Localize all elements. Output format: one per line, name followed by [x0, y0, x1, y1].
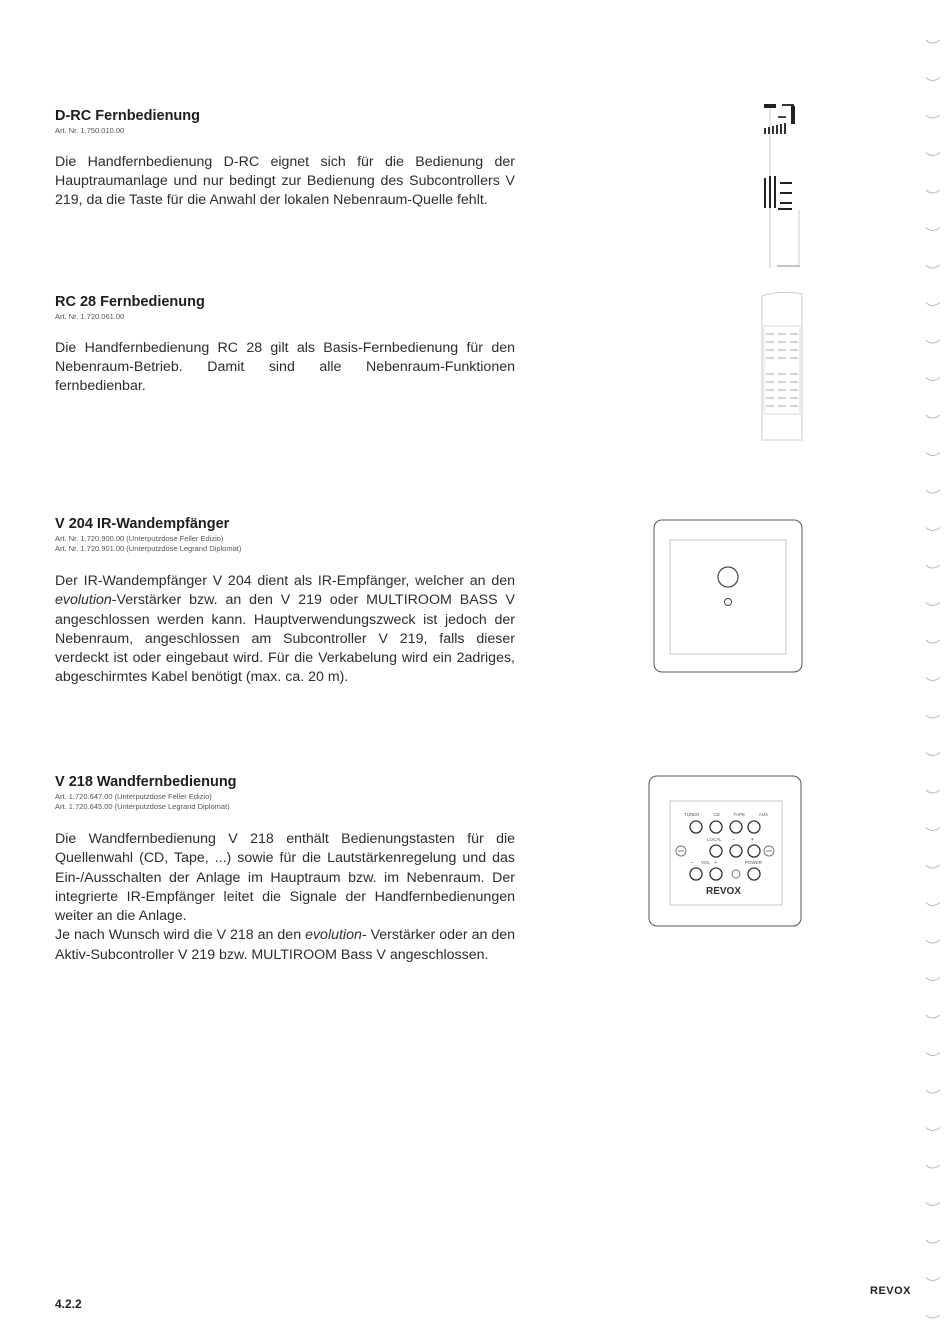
label-power: POWER — [745, 860, 763, 865]
article-number: Art. Nr. 1.720.900.00 (Unterputzdose Feller Edizio) — [55, 534, 224, 543]
binding-hole-mark — [926, 115, 940, 118]
binding-hole-mark — [926, 1015, 940, 1018]
source-labels — [684, 812, 768, 817]
binding-hole-mark — [926, 415, 940, 418]
v218-panel-frame — [648, 775, 802, 927]
binding-hole-mark — [926, 565, 940, 568]
v204-receiver-image — [652, 518, 804, 674]
label-tuner: TUNER — [684, 812, 700, 817]
binding-hole-mark — [926, 190, 940, 193]
binding-hole-mark — [926, 1090, 940, 1093]
binding-hole-mark — [926, 528, 940, 531]
binding-hole-mark — [926, 828, 940, 831]
label-cd: CD — [713, 812, 720, 817]
binding-hole-mark — [926, 453, 940, 456]
binding-hole-mark — [926, 865, 940, 868]
revox-logo: REVOX — [706, 886, 742, 897]
section-d-rc — [55, 108, 515, 210]
section-body — [55, 830, 515, 965]
article-number: Art. Nr. 1.750.010.00 — [55, 126, 125, 135]
binding-hole-mark — [926, 78, 940, 81]
body-paragraph: Je nach Wunsch wird die V 218 an den evolution- Verstärker oder an den Aktiv-Subcontroller V 219 bzw. MULTIROOM Bass V angeschlossen. — [55, 927, 516, 963]
section-title: RC 28 Fernbedienung — [55, 294, 205, 310]
binding-hole-mark — [926, 678, 940, 681]
label-plus: + — [714, 860, 717, 866]
binding-hole-mark — [926, 1315, 940, 1318]
binding-hole-mark — [926, 1203, 940, 1206]
article-number: Art. 1.720.645.00 (Unterputzdose Legrand Diplomat) — [55, 801, 230, 811]
article-number: Art. Nr. 1.720.901.00 (Unterputzdose Legrand Diplomat) — [55, 543, 242, 553]
d-rc-remote-image — [760, 100, 810, 270]
binding-hole-mark — [926, 340, 940, 343]
section-body — [55, 153, 515, 211]
binding-hole-mark — [926, 903, 940, 906]
label-vol: VOL — [701, 860, 711, 865]
binding-hole-mark — [926, 790, 940, 793]
binding-hole-mark — [926, 1128, 940, 1131]
v218-wall-remote-image — [648, 775, 802, 927]
section-title: V 218 Wandfernbedienung — [55, 774, 237, 790]
label-tape: TAPE — [733, 812, 745, 817]
binding-hole-mark — [926, 378, 940, 381]
section-v204 — [55, 516, 515, 688]
body-paragraph: Die Wandfernbedienung V 218 enthält Bedienungstasten für die Quellenwahl (CD, Tape, ...) sowie für die Lautstärkenregelung und das Ein-/Ausschalten der Anlage im Hauptraum bzw. im Nebenraum. Der integrierte IR-Empfänger leitet die Signale der Handfernbedienungen weiter an die Anlage. — [55, 831, 515, 925]
body-paragraph: Der IR-Wandempfänger V 204 dient als IR-Empfänger, welcher an den evolution-Verstärker bzw. an den V 219 oder MULTIROOM BASS V angeschlossen werden kann. Hauptverwendungszweck ist jedoch der Nebenraum, angeschlossen am Subcontroller V 219, falls dieser verdeckt ist oder eingebaut wird. Für die Verkabelung wird ein 2adriges, abgeschirmtes Kabel benötigt (max. ca. 20 m). — [55, 573, 515, 686]
binding-hole-mark — [926, 978, 940, 981]
binding-hole-mark — [926, 940, 940, 943]
label-minus: – — [691, 860, 694, 866]
label-aux: AUX — [758, 812, 768, 817]
binding-hole-mark — [926, 153, 940, 156]
section-title: D-RC Fernbedienung — [55, 108, 200, 124]
binding-hole-mark — [926, 640, 940, 643]
article-number: Art. Nr. 1.720.061.00 — [55, 312, 125, 321]
article-number: Art. 1.720.647.00 (Unterputzdose Feller Edizio) — [55, 792, 212, 801]
binding-hole-mark — [926, 40, 940, 43]
label-local: LOCAL — [707, 837, 722, 842]
binding-hole-mark — [926, 265, 940, 268]
section-title: V 204 IR-Wandempfänger — [55, 516, 230, 532]
body-paragraph: Die Handfernbedienung D-RC eignet sich für die Bedienung der Hauptraumanlage und nur bedingt zur Bedienung des Subcontrollers V 219, da die Taste für die Anwahl der lokalen Nebenraum-Quelle fehlt. — [55, 153, 515, 209]
binding-hole-mark — [926, 228, 940, 231]
body-paragraph: Die Handfernbedienung RC 28 gilt als Basis-Fernbedienung für den Nebenraum-Betrieb. Damit sind alle Nebenraum-Funktionen fernbedienbar. — [55, 339, 515, 395]
section-body — [55, 572, 515, 688]
section-v218 — [55, 774, 515, 965]
label-plus-top: + — [751, 837, 754, 843]
binding-hole-mark — [926, 1240, 940, 1243]
label-minus-top: – — [732, 837, 735, 843]
binding-hole-mark — [926, 715, 940, 718]
section-body — [55, 339, 515, 397]
binding-holes — [912, 0, 950, 1343]
binding-hole-mark — [926, 1165, 940, 1168]
binding-hole-mark — [926, 490, 940, 493]
rc28-remote-image — [758, 290, 808, 442]
binding-hole-mark — [926, 603, 940, 606]
page-number: 4.2.2 — [55, 1297, 82, 1311]
footer-logo: REVOX — [870, 1285, 912, 1297]
binding-hole-mark — [926, 1053, 940, 1056]
section-rc28 — [55, 294, 515, 396]
binding-hole-mark — [926, 1278, 940, 1281]
binding-hole-mark — [926, 303, 940, 306]
binding-hole-mark — [926, 753, 940, 756]
